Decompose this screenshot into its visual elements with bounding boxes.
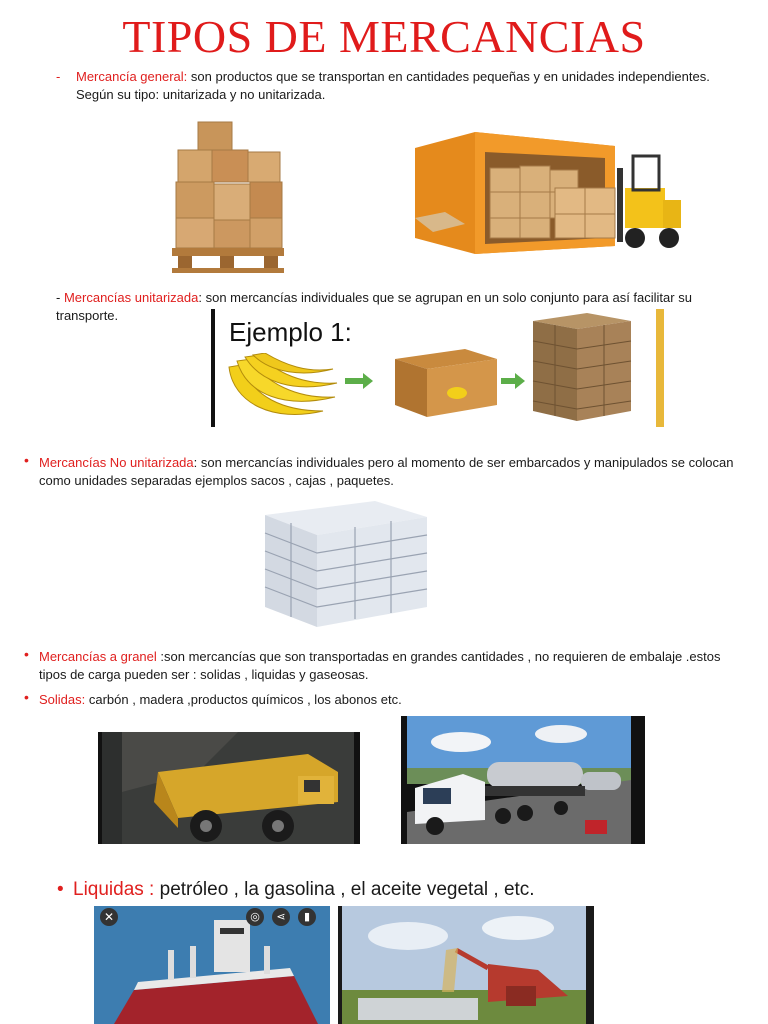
harvester-truck-image: [338, 906, 594, 1024]
arrow-right-icon: [499, 371, 527, 391]
page-title: TIPOS DE MERCANCIAS: [122, 11, 646, 62]
paragraph-no-unitarizada: [39, 454, 759, 490]
term-solidas: Solidas:: [39, 692, 86, 707]
container-forklift-image: [405, 128, 690, 258]
term-general: Mercancía general:: [76, 69, 188, 84]
term-liquidas: Liquidas :: [73, 879, 160, 900]
paragraph-granel: [39, 648, 739, 684]
tanker-trucks-image: [401, 716, 645, 844]
term-unitarizada: Mercancías unitarizada: [63, 290, 199, 305]
tanker-ship-image: [94, 906, 330, 1024]
share-icon[interactable]: ⋖: [272, 908, 290, 926]
strip-edge-right: [656, 309, 664, 427]
text-liquidas: petróleo , la gasolina , el aceite vegetal , etc.: [159, 879, 535, 900]
bullet-marker: •: [57, 879, 64, 900]
text-general: son productos que se transportan en cantidades pequeñas y en unidades independientes. Según su tipo: unitarizada y no unitarizada.: [76, 69, 710, 102]
lens-icon[interactable]: ◎: [246, 908, 264, 926]
sacks-image: [255, 495, 435, 633]
paragraph-solidas: [39, 691, 739, 709]
bananas-image: [223, 353, 343, 425]
text-granel: :son mercancías que son transportadas en grandes cantidades , no requieren de embalaje .estos tipos de carga pueden ser : solidas , liquidas y gaseosas.: [39, 649, 721, 682]
paragraph-general: [76, 68, 716, 104]
banana-box-image: [391, 345, 501, 421]
example-label: Ejemplo 1:: [229, 317, 352, 347]
text-no-unitarizada: : son mercancías individuales pero al momento de ser embarcados y manipulados se colocan como unidades separadas ejemplos sacos , cajas , paquetes.: [39, 455, 734, 488]
text-unitarizada: : son mercancías individuales que se agrupan en un solo conjunto para así facilitar su transporte.: [56, 290, 692, 323]
tanker-ship-graphic: [94, 906, 330, 1024]
term-granel: Mercancías a granel: [39, 649, 161, 664]
text-solidas: carbón , madera ,productos químicos , los abonos etc.: [85, 692, 402, 707]
close-icon[interactable]: ✕: [100, 908, 118, 926]
bullet-marker: •: [24, 646, 29, 662]
example-image-strip: [211, 309, 664, 427]
palletized-boxes-image: [527, 311, 635, 427]
pallet-boxes-image: [168, 112, 288, 274]
term-no-unitarizada: Mercancías No unitarizada: [39, 455, 194, 470]
bullet-marker: •: [24, 689, 29, 705]
paragraph-unitarizada: - Mercancías unitarizada: son mercancías individuales que se agrupan en un solo conjunto para así facilitar su transporte.: [56, 290, 692, 323]
dash-marker: -: [56, 69, 61, 84]
bullet-marker: •: [24, 452, 29, 468]
paragraph-liquidas: [73, 878, 753, 902]
arrow-right-icon: [343, 371, 375, 391]
coal-dump-truck-image: [98, 732, 360, 844]
bookmark-icon[interactable]: ▮: [298, 908, 316, 926]
strip-edge-left: [211, 309, 215, 427]
